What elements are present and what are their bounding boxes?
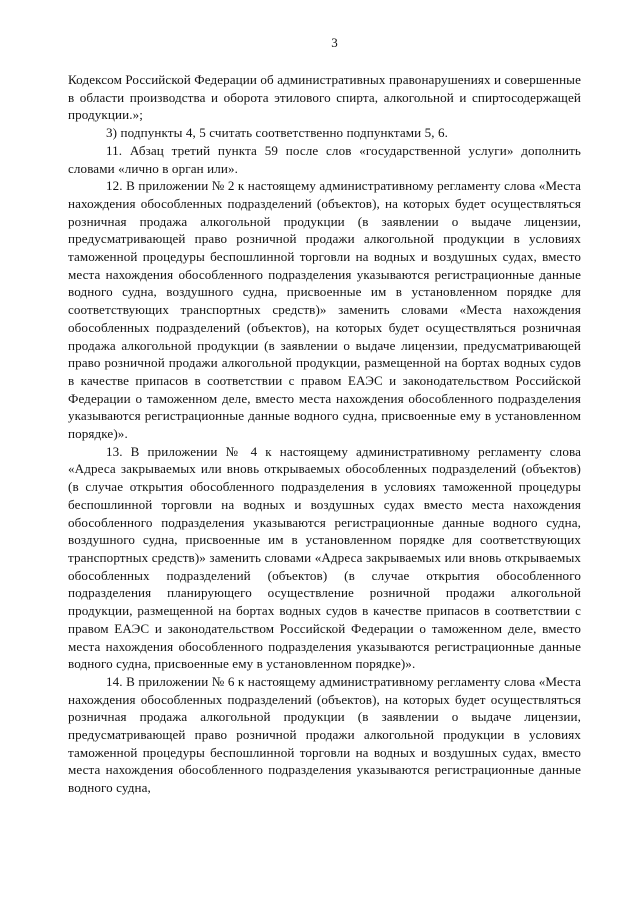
paragraph-11: 11. Абзац третий пункта 59 после слов «государственной услуги» дополнить словами «лично в орган или». <box>68 142 581 176</box>
paragraph-subitems: 3) подпункты 4, 5 считать соответственно подпунктами 5, 6. <box>106 125 449 141</box>
paragraph-14: 14. В приложении № 6 к настоящему административному регламенту слова «Места нахождения обособленных подразделений (объектов), на которых будет осуществляться розничная продажа алкогольной продукции (в заявлении о выдаче лицензии, предусматривающей право розничной продажи алкогольной продукции в условиях таможенной процедуры беспошлинной торговли на водных и воздушных судах, вместо места нахождения обособленного подразделения указываются регистрационные данные водного судна, <box>68 673 581 796</box>
paragraph-continuation: Кодексом Российской Федерации об административных правонарушениях и совершенные в области производства и оборота этилового спирта, алкогольной и спиртосодержащей продукции.»; <box>68 72 581 123</box>
paragraph-13: 13. В приложении № 4 к настоящему административному регламенту слова «Адреса закрываемых или вновь открываемых обособленных подразделений (объектов) (в случае открытия обособленного подразделения в условиях таможенной процедуры беспошлинной торговли на водных и воздушных судах вместо места нахождения обособленного подразделения указываются регистрационные данные водного судна, воздушного судна, присвоенные им в установленном порядке для соответствующих транспортных средств)» заменить словами «Адреса закрываемых или вновь открываемых обособленных подразделений (объектов) (в случае открытия обособленного подразделения планирующего осуществление розничной продажи алкогольной продукции, размещенной на бортах водных судов в качестве припасов в соответствии с правом ЕАЭС и законодательством Российской Федерации о таможенном деле, вместо места нахождения обособленного подразделения указываются регистрационные данные водного судна, присвоенные ему в установленном порядке)». <box>68 443 581 672</box>
page-number: 3 <box>331 35 338 50</box>
paragraph-12: 12. В приложении № 2 к настоящему административному регламенту слова «Места нахождения обособленных подразделений (объектов), на которых будет осуществляться розничная продажа алкогольной продукции (в заявлении о выдаче лицензии, предусматривающей право розничной продажи алкогольной продукции в условиях таможенной процедуры беспошлинной торговли на водных и воздушных судах, вместо места нахождения обособленного подразделения указываются регистрационные данные водного судна, воздушного судна, присвоенные им в установленном порядке для соответствующих транспортных средств)» заменить словами «Места нахождения обособленных подразделений (объектов), на которых будет осуществляться розничная продажа алкогольной продукции (в заявлении о выдаче лицензии, предусматривающей право розничной продажи алкогольной продукции, размещенной на бортах водных судов в качестве припасов в соответствии с правом ЕАЭС и законодательством Российской Федерации о таможенном деле, вместо места нахождения обособленного подразделения указываются регистрационные данные водного судна, присвоенные ему в установленном порядке)». <box>68 178 581 442</box>
document-page <box>68 34 581 797</box>
